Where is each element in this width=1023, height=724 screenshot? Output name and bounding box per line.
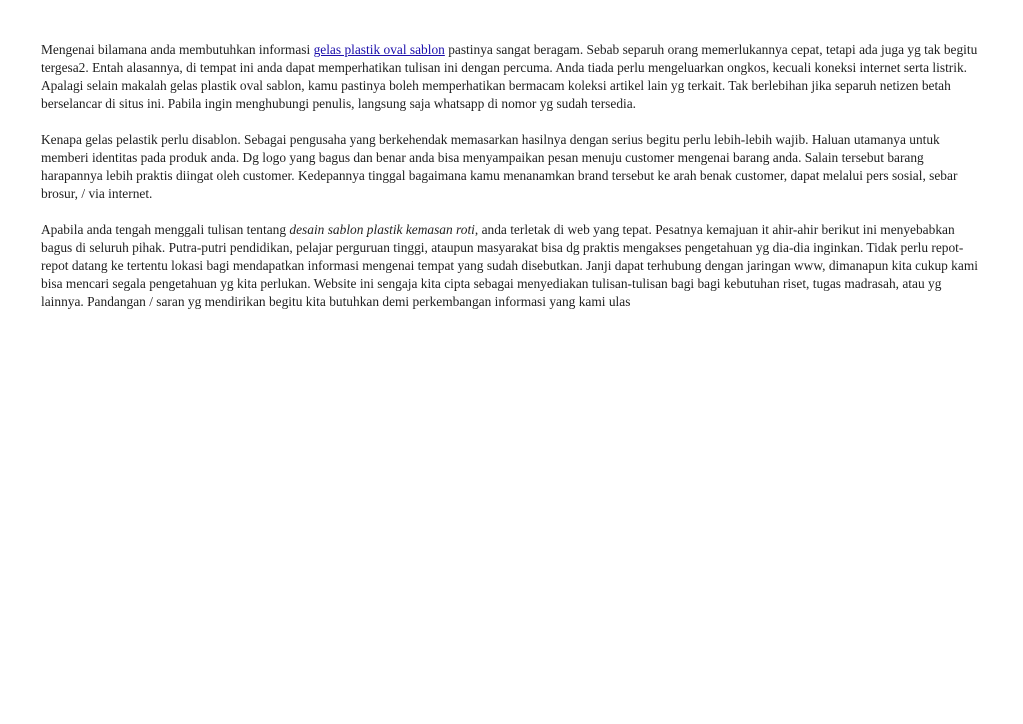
paragraph-search-info-text-before-italic: Apabila anda tengah menggali tulisan tentang (41, 222, 290, 237)
paragraph-why-sablon (41, 131, 985, 203)
paragraph-search-info (41, 221, 985, 311)
paragraph-intro-text-after-link: pastinya sangat beragam. Sebab separuh orang memerlukannya cepat, tetapi ada juga yg tak begitu tergesa2. Entah alasannya, di tempat ini anda dapat memperhatikan tulisan ini dengan percuma. Anda tiada perlu mengeluarkan ongkos, kecuali koneksi internet serta listrik. Apalagi selain makalah gelas plastik oval sablon, kamu pastinya boleh memperhatikan bermacam koleksi artikel lain yg terkait. Tak berlebihan jika separuh netizen betah berselancar di situs ini. Pabila ingin menghubungi penulis, langsung saja whatsapp di nomor yg sudah tersedia. (41, 42, 978, 111)
gelas-plastik-oval-sablon-link[interactable]: gelas plastik oval sablon (313, 42, 445, 57)
paragraph-why-sablon-text: Kenapa gelas pelastik perlu disablon. Sebagai pengusaha yang berkehendak memasarkan hasilnya dengan serius begitu perlu lebih-lebih wajib. Haluan utamanya untuk memberi identitas pada produk anda. Dg logo yang bagus dan benar anda bisa menyampaikan pesan menuju customer mengenai barang anda. Salain tersebut barang harapannya lebih praktis diingat oleh customer. Kedepannya tinggal bagaimana kamu menanamkan brand tersebut ke arah benak customer, dapat melalui pers sosial, sebar brosur, / via internet. (41, 132, 958, 201)
paragraph-intro (41, 41, 985, 113)
desain-sablon-plastik-kemasan-roti-emphasis: desain sablon plastik kemasan roti (289, 222, 475, 237)
article-body (41, 41, 985, 329)
paragraph-search-info-text-after-italic: , anda terletak di web yang tepat. Pesatnya kemajuan it ahir-ahir berikut ini menyebabkan bagus di seluruh pihak. Putra-putri pendidikan, pelajar perguruan tinggi, ataupun masyarakat bisa dg praktis mengakses pengetahuan yg dia-dia inginkan. Tidak perlu repot-repot datang ke tertentu lokasi bagi mendapatkan informasi mengenai tempat yang sudah disebutkan. Janji dapat terhubung dengan jaringan www, dimanapun kita cukup kami bisa mencari segala pengetahuan yg kita perlukan. Website ini sengaja kita cipta sebagai menyediakan tulisan-tulisan bagi bagi kebutuhan riset, tugas madrasah, atau yg lainnya. Pandangan / saran yg mendirikan begitu kita butuhkan demi perkembangan informasi yang kami ulas (41, 222, 978, 309)
paragraph-intro-text-before-link: Mengenai bilamana anda membutuhkan informasi (41, 42, 314, 57)
